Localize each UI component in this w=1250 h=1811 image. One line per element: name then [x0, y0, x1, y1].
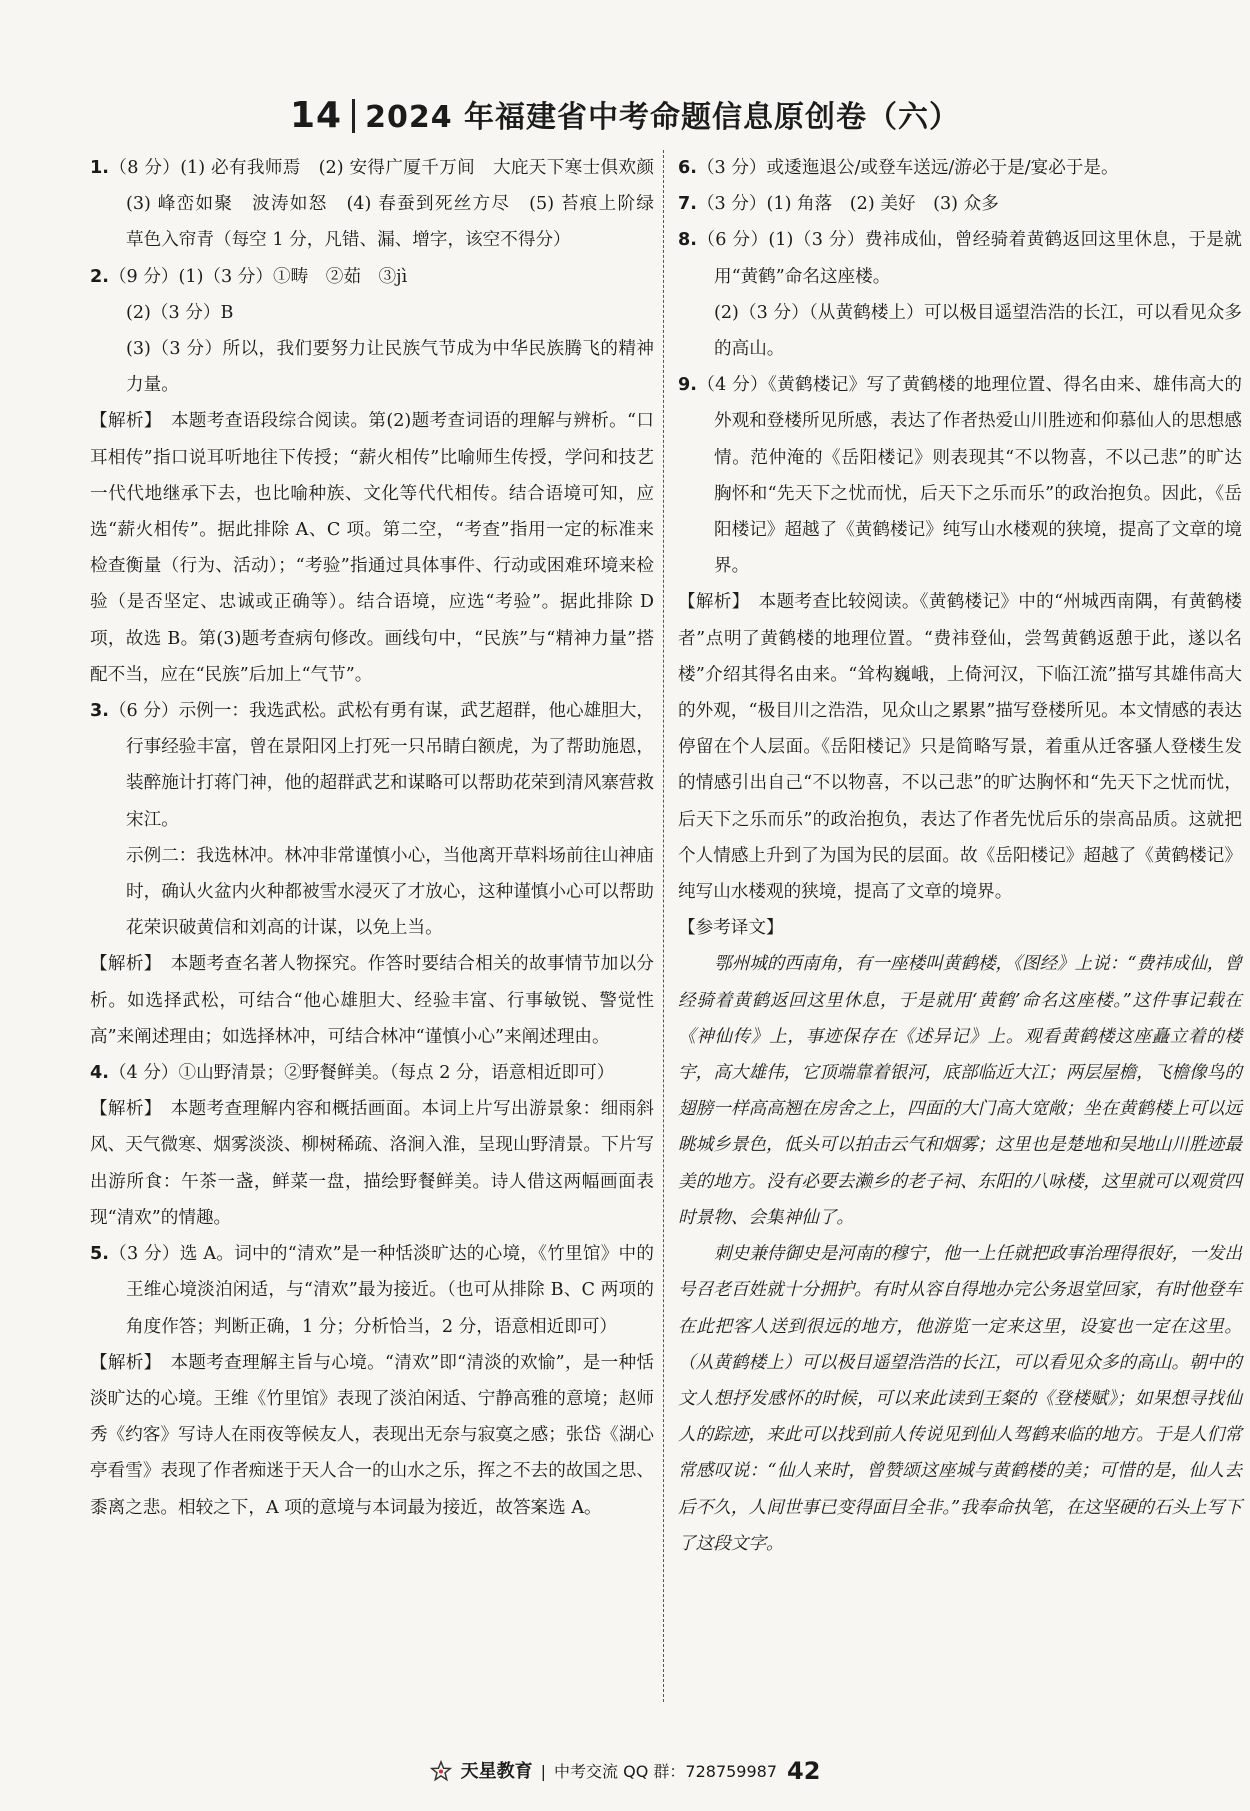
paragraph-text: (2)（3 分）（从黄鹤楼上）可以极目遥望浩浩的长江，可以看见众多的高山。	[714, 302, 1242, 360]
footer-qq-group: 中考交流 QQ 群：728759987	[554, 1762, 778, 1781]
paper-title: 2024 年福建省中考命题信息原创卷（六）	[365, 100, 961, 135]
paragraph-text: （8 分）(1) 必有我师焉 (2) 安得广厦千万间 大庇天下寒士俱欢颜 (3) 峰峦如聚 波涛如怒 (4) 春蚕到死丝方尽 (5) 苔痕上阶绿 草色入帘青（每空 1 分，凡错、漏、增字，该空不得分）	[108, 158, 672, 251]
translation-paragraph: 刺史兼侍御史是河南的穆宁，他一上任就把政事治理得很好，一发出号召老百姓就十分拥护。有时从容自得地办完公务退堂回家，有时他登车在此把客人送到很远的地方，他游览一定来这里，设宴也一定在这里。（从黄鹤楼上）可以极目遥望浩浩的长江，可以看见众多的高山。朝中的文人想抒发感怀的时候，可以来此读到王粲的《登楼赋》；如果想寻找仙人的踪迹，来此可以找到前人传说见到仙人驾鹤来临的地方。于是人们常常感叹说：“仙人来时，曾赞颂这座城与黄鹤楼的美；可惜的是，仙人去后不久，人间世事已变得面目全非。”我奉命执笔，在这坚硬的石头上写下了这段文字。	[678, 1244, 1242, 1554]
answer-item	[678, 367, 1242, 584]
answer-subitem	[678, 295, 1242, 367]
analysis-paragraph	[90, 1345, 654, 1526]
answer-subitem	[90, 331, 654, 403]
analysis-paragraph	[90, 403, 654, 693]
question-number: 2.	[90, 266, 109, 287]
answer-subitem	[90, 838, 654, 947]
answer-item	[678, 186, 1242, 222]
paragraph-text: 示例二：我选林冲。林冲非常谨慎小心，当他离开草料场前往山神庙时，确认火盆内火种都被雪水浸灭了才放心，这种谨慎小心可以帮助花荣识破黄信和刘高的计谋，以免上当。	[126, 845, 654, 939]
answer-item	[90, 1236, 654, 1345]
question-number: 7.	[678, 194, 697, 215]
paragraph-text: （4 分）①山野清景；②野餐鲜美。（每点 2 分，语意相近即可）	[108, 1063, 615, 1084]
answer-item	[678, 222, 1242, 294]
page-title	[0, 92, 1250, 136]
section-tag: 【解析】	[90, 1352, 153, 1373]
question-number: 5.	[90, 1244, 109, 1265]
question-number: 8.	[678, 230, 697, 251]
answer-item	[678, 150, 1242, 186]
paragraph-text: 本题考查理解主旨与心境。“清欢”即“清淡的欢愉”，是一种恬淡旷达的心境。王维《竹里馆》表现了淡泊闲适、宁静高雅的意境；赵师秀《约客》写诗人在雨夜等候友人，表现出无奈与寂寞之感；张岱《湖心亭看雪》表现了作者痴迷于天人合一的山水之乐，挥之不去的故国之思、黍离之悲。相较之下，A 项的意境与本词最为接近，故答案选 A。	[90, 1352, 654, 1518]
question-number: 3.	[90, 701, 109, 722]
paragraph-text: （3 分）选 A。词中的“清欢”是一种恬淡旷达的心境，《竹里馆》中的王维心境淡泊闲适，与“清欢”最为接近。（也可从排除 B、C 两项的角度作答；判断正确，1 分；分析恰当，2 分，语意相近即可）	[108, 1244, 654, 1337]
star-logo-icon	[430, 1760, 452, 1782]
page-footer	[0, 1757, 1250, 1785]
right-column	[678, 150, 1242, 1562]
paragraph-text: (3)（3 分）所以，我们要努力让民族气节成为中华民族腾飞的精神力量。	[126, 339, 654, 396]
page-number: 42	[787, 1757, 821, 1785]
analysis-paragraph	[90, 946, 654, 1055]
paragraph-text: （9 分）(1)（3 分）①畴 ②茹 ③jì	[108, 266, 408, 287]
paragraph-text: 本题考查语段综合阅读。第(2)题考查词语的理解与辨析。“口耳相传”指口说耳听地往下传授；“薪火相传”比喻师生传授，学问和技艺一代代地继承下去，也比喻种族、文化等代代相传。结合语境可知，应选“薪火相传”。据此排除 A、C 项。第二空，“考查”指用一定的标准来检查衡量（行为、活动）；“考验”指通过具体事件、行动或困难环境来检验（是否坚定、忠诚或正确等）。结合语境，应选“考验”。据此排除 D 项，故选 B。第(3)题考查病句修改。画线句中，“民族”与“精神力量”搭配不当，应在“民族”后加上“气节”。	[90, 411, 655, 685]
question-number: 9.	[678, 375, 697, 396]
paragraph-text: （6 分）(1)（3 分）费祎成仙，曾经骑着黄鹤返回这里休息，于是就用“黄鹤”命名这座楼。	[696, 230, 1242, 287]
title-divider	[352, 99, 355, 133]
answer-item	[90, 150, 672, 259]
question-number: 6.	[678, 158, 697, 178]
section-tag: 【解析】	[678, 592, 741, 613]
section-tag: 【解析】	[90, 954, 153, 975]
section-tag: 【解析】	[90, 1099, 153, 1120]
analysis-paragraph	[90, 1091, 654, 1236]
section-tag: 【参考译文】	[678, 918, 784, 939]
brand-name: 天星教育	[460, 1761, 533, 1782]
analysis-paragraph	[678, 910, 1242, 946]
translation-paragraph: 鄂州城的西南角，有一座楼叫黄鹤楼，《图经》上说：“费祎成仙，曾经骑着黄鹤返回这里休息，于是就用‘黄鹤’命名这座楼。”这件事记载在《神仙传》上，事迹保存在《述异记》上。观看黄鹤楼这座矗立着的楼宇，高大雄伟，它顶端靠着银河，底部临近大江；两层屋檐，飞檐像鸟的翅膀一样高高翘在房舍之上，四面的大门高大宽敞；坐在黄鹤楼上可以远眺城乡景色，低头可以拍击云气和烟雾；这里也是楚地和吴地山川胜迹最美的地方。没有必要去濑乡的老子祠、东阳的八咏楼，这里就可以观赏四时景物、会集神仙了。	[678, 954, 1243, 1228]
answer-item	[90, 1055, 654, 1091]
paper-number: 14	[289, 95, 343, 136]
paragraph-text: 本题考查名著人物探究。作答时要结合相关的故事情节加以分析。如选择武松，可结合“他心雄胆大、经验丰富、行事敏锐、警觉性高”来阐述理由；如选择林冲，可结合林冲“谨慎小心”来阐述理由。	[90, 954, 654, 1047]
paragraph-text: （4 分）《黄鹤楼记》写了黄鹤楼的地理位置、得名由来、雄伟高大的外观和登楼所见所感，表达了作者热爱山川胜迹和仰慕仙人的思想感情。范仲淹的《岳阳楼记》则表现其“不以物喜，不以己悲”的旷达胸怀和“先天下之忧而忧，后天下之乐而乐”的政治抱负。因此，《岳阳楼记》超越了《黄鹤楼记》纯写山水楼观的狭境，提高了文章的境界。	[696, 375, 1242, 577]
question-number: 4.	[90, 1063, 109, 1084]
paragraph-text: （3 分）(1) 角落 (2) 美好 (3) 众多	[696, 194, 999, 215]
paragraph-text: 本题考查理解内容和概括画面。本词上片写出游景象：细雨斜风、天气微寒、烟雾淡淡、柳树稀疏、洛涧入淮，呈现山野清景。下片写出游所食：午茶一盏，鲜菜一盘，描绘野餐鲜美。诗人借这两幅画面表现“清欢”的情趣。	[90, 1099, 654, 1228]
paragraph-text: （3 分）或逶迤退公/或登车送远/游必于是/宴必于是。	[696, 158, 1119, 178]
left-column	[90, 150, 672, 1526]
paragraph-text: （6 分）示例一：我选武松。武松有勇有谋，武艺超群，他心雄胆大，行事经验丰富，曾在景阳冈上打死一只吊睛白额虎，为了帮助施恩，装醉施计打蒋门神，他的超群武艺和谋略可以帮助花荣到清风寨营救宋江。	[108, 701, 654, 830]
column-divider	[663, 150, 664, 1702]
paragraph-text: (2)（3 分）B	[126, 302, 234, 323]
question-number: 1.	[90, 158, 109, 178]
answer-item	[90, 693, 654, 838]
answer-item	[90, 259, 654, 295]
section-tag: 【解析】	[90, 411, 154, 432]
answer-subitem	[90, 295, 654, 331]
analysis-paragraph	[678, 584, 1242, 910]
paragraph-text: 本题考查比较阅读。《黄鹤楼记》中的“州城西南隅，有黄鹤楼者”点明了黄鹤楼的地理位置。“费祎登仙，尝驾黄鹤返憩于此，遂以名楼”介绍其得名由来。“耸构巍峨，上倚河汉，下临江流”描写其雄伟高大的外观，“极目川之浩浩，见众山之累累”描写登楼所见。本文情感的表达停留在个人层面。《岳阳楼记》只是简略写景，着重从迁客骚人登楼生发的情感引出自己“不以物喜，不以己悲”的旷达胸怀和“先天下之忧而忧，后天下之乐而乐”的政治抱负，表达了作者先忧后乐的崇高品质。这就把个人情感上升到了为国为民的层面。故《岳阳楼记》超越了《黄鹤楼记》纯写山水楼观的狭境，提高了文章的境界。	[678, 592, 1242, 903]
footer-separator: |	[540, 1762, 547, 1781]
